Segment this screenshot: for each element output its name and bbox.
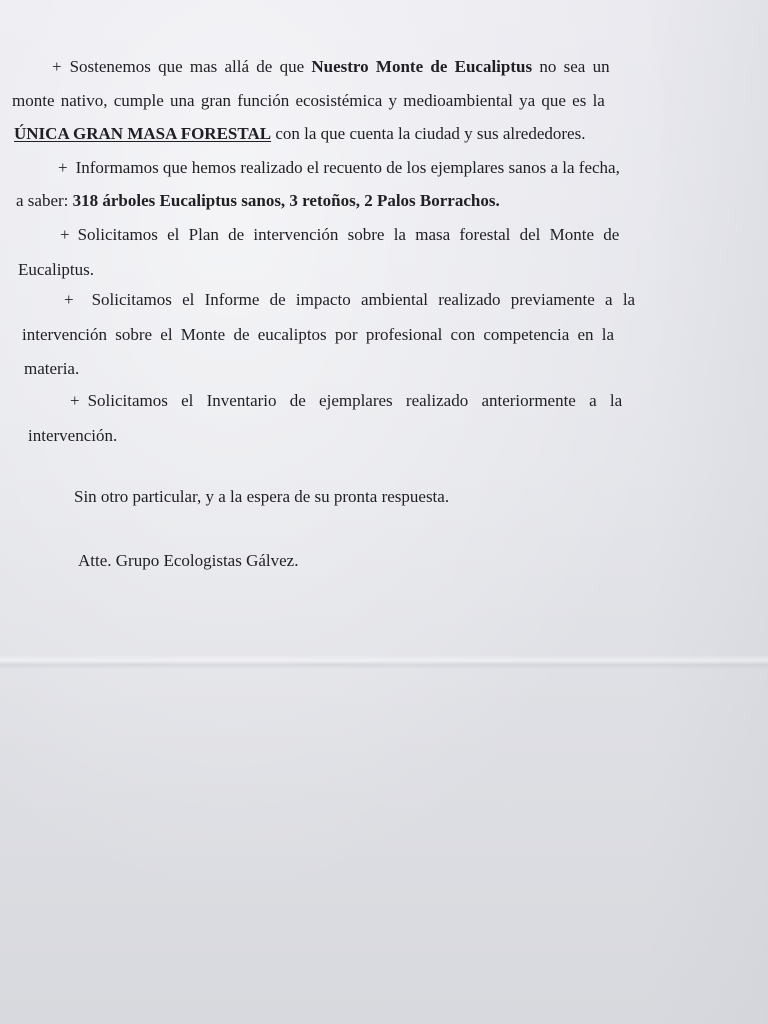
bullet-plus: + [52,57,62,76]
p4-text: Solicitamos el Informe de impacto ambiental realizado previamente a la [91,290,636,309]
p2-line-1 [58,157,620,179]
bullet-plus: + [70,391,80,410]
p4-line-1 [64,289,635,311]
p2-a-saber: a saber: [16,191,69,210]
p3-line-2: Eucaliptus. [18,260,95,279]
p3-line-1 [60,224,619,246]
p1-monte-bold: Nuestro Monte de Eucaliptus [311,57,533,76]
p5-line-2: intervención. [28,426,118,445]
p1-line-1 [52,56,610,78]
p2-line-2 [16,190,500,212]
p1-line-2: monte nativo, cumple una gran función ecosistémica y medioambiental ya que es la [12,91,605,110]
p5-text: Solicitamos el Inventario de ejemplares realizado anteriormente a la [87,391,623,410]
bullet-plus: + [64,290,74,309]
p1-text-a: Sostenemos que mas allá de que [69,57,305,76]
p1-text-c: no sea un [539,57,610,76]
p4-line-2: intervención sobre el Monte de eucaliptos por profesional con competencia en la [22,325,615,344]
p4-line-3: materia. [24,359,80,378]
p5-line-1 [70,390,622,412]
bullet-plus: + [60,225,70,244]
bullet-plus: + [58,158,68,177]
closing-line: Sin otro particular, y a la espera de su pronta respuesta. [74,487,450,506]
paper-shadow [648,0,768,1024]
p3-text: Solicitamos el Plan de intervención sobre la masa forestal del Monte de [77,225,620,244]
p1-text-line3: con la que cuenta la ciudad y sus alrededores. [275,124,586,143]
paper-fold [0,655,768,669]
unica-masa-forestal: ÚNICA GRAN MASA FORESTAL [14,124,272,143]
signature-line: Atte. Grupo Ecologistas Gálvez. [78,551,299,570]
p1-line-3 [14,123,585,145]
p2-count-bold: 318 árboles Eucaliptus sanos, 3 retoños, 2 Palos Borrachos. [72,191,500,210]
p2-text: Informamos que hemos realizado el recuento de los ejemplares sanos a la fecha, [75,158,620,177]
